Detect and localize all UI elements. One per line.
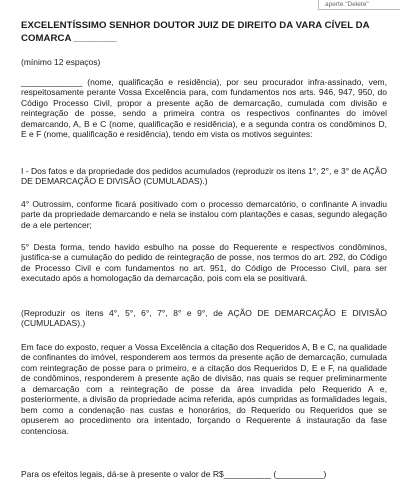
spacing-note: (mínimo 12 espaços): [21, 57, 101, 67]
reproduce-items-paragraph: (Reproduzir os itens 4°, 5°, 6°, 7°, 8° e 9°, de AÇÃO DE DEMARCAÇÃO E DIVISÃO (CUMULADAS).): [21, 308, 387, 329]
document-heading: EXCELENTÍSSIMO SENHOR DOUTOR JUIZ DE DIREITO DA VARA CÍVEL DA COMARCA ________: [21, 20, 370, 44]
claim-value-paragraph: Para os efeitos legais, dá-se à presente o valor de R$__________ (__________): [21, 469, 327, 479]
intro-paragraph: _____________ (nome, qualificação e residência), por seu procurador infra-assinado, vem, respeitosamente perante Vossa Excelência para, com fundamentos nos arts. 946, 947, 950, do Código Processo Civil, propor a presente ação de demarcação, cumulada com divisão e reintegração de posse, sendo a primeira contra os respectivos confinantes do imóvel demarcando, A, B e C (nome, qualificação e residência), e a segunda contra os condôminos D, E e F (nome, qualificação e residência), tendo em vista os motivos seguintes:: [21, 77, 387, 140]
delete-hint-tooltip: aperte "Delete": [318, 0, 400, 10]
request-paragraph: Em face do exposto, requer a Vossa Excelência a citação dos Requeridos A, B e C, na qualidade de confinantes do imóvel, responderem aos termos da presente ação de demarcação, cumulada com reintegração de posse para o primeiro, e a citação dos Requeridos D, E e F, na qualidade de condôminos, responderem à presente ação de divisão, nas quais se requer preliminarmente a demarcação com a reintegração de posse da área invadida pelo Requerido A e, posteriormente, a divisão da propriedade acima referida, após cumpridas as formalidades legais, bem como a condenação nas custas e honorários, do Requerido ou Requeridos que se opuserem ao procedimento ora intentado, forçando o Requerente à instauração da fase contenciosa.: [21, 342, 387, 436]
item-5-paragraph: 5° Desta forma, tendo havido esbulho na posse do Requerente e respectivos condôminos, justifica-se a cumulação do pedido de reintegração de posse, nos termos do art. 292, do Código de Processo Civil e com fundamentos no art. 951, do Código de Processo Civil, para ser executado após a homologação da demarcação, pois com ela se positivará.: [21, 242, 387, 284]
facts-paragraph: I - Dos fatos e da propriedade dos pedidos acumulados (reproduzir os itens 1°, 2°, e 3° de AÇÃO DE DEMARCAÇÃO E DIVISÃO (CUMULADAS).): [21, 166, 387, 187]
item-4-paragraph: 4° Outrossim, conforme ficará positivado com o processo demarcatório, o confinante A invadiu parte da propriedade demarcando e nela se instalou com plantações e casas, segundo alegação de a ele pertencer;: [21, 199, 387, 230]
